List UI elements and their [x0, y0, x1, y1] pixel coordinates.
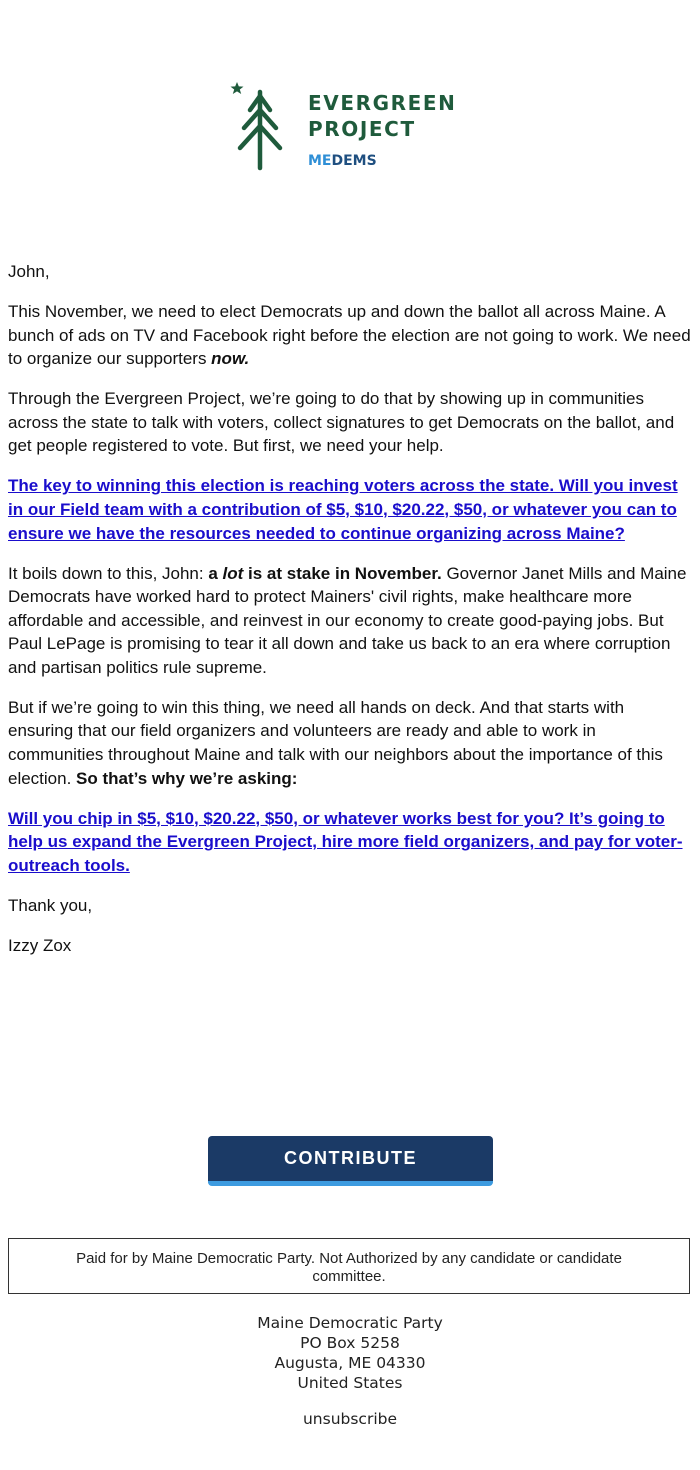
medems-sublogo: MEDEMS: [308, 153, 377, 169]
address-line: Maine Democratic Party: [257, 1314, 443, 1332]
paragraph-organize: This November, we need to elect Democrats up and down the ballot all across Maine. A bunch of ads on TV and Facebook right before the election are not going to work. We need to organize our supporters now.: [8, 301, 691, 369]
contribute-button-wrapper: [208, 1136, 493, 1186]
signature: Izzy Zox: [8, 935, 72, 955]
paid-for-disclaimer: Paid for by Maine Democratic Party. Not Authorized by any candidate or candidate committee.: [8, 1238, 690, 1294]
mailing-address: [0, 1313, 700, 1393]
pine-tree-icon: [228, 80, 292, 172]
closing: Thank you,: [8, 895, 93, 915]
address-line: Augusta, ME 04330: [274, 1354, 426, 1372]
address-line: PO Box 5258: [300, 1334, 400, 1352]
unsubscribe-wrapper: [0, 1409, 700, 1429]
evergreen-project-logo: [228, 80, 488, 180]
donation-link-1[interactable]: The key to winning this election is reaching voters across the state. Will you invest in our Field team with a contribution of $5, $10, $20.22, $50, or whatever you can to ensure we have the resources needed to continue organizing across Maine?: [8, 476, 678, 543]
donation-link-2-wrapper: [8, 807, 692, 878]
address-line: United States: [297, 1374, 403, 1392]
email-body: [8, 260, 692, 974]
logo-wordmark-line2: PROJECT: [308, 117, 416, 141]
donation-link-1-wrapper: [8, 474, 692, 545]
unsubscribe-link[interactable]: unsubscribe: [302, 1410, 398, 1428]
donation-link-2[interactable]: Will you chip in $5, $10, $20.22, $50, or whatever works best for you? It’s going to help us expand the Evergreen Project, hire more field organizers, and pay for voter-outreach tools.: [8, 808, 683, 875]
greeting: John,: [8, 262, 50, 281]
paragraph-stakes: It boils down to this, John: a lot is at stake in November. Governor Janet Mills and Maine Democrats have worked hard to protect Mainers' civil rights, make healthcare more affordable and accessible, and reinvest in our economy to create good-paying jobs. But Paul LePage is promising to tear it all down and take us back to an era where corruption and partisan politics rule supreme.: [8, 563, 687, 677]
paragraph-evergreen: Through the Evergreen Project, we’re going to do that by showing up in communities across the state to talk with voters, collect signatures to get Democrats on the ballot, and get people registered to vote. But first, we need your help.: [8, 389, 675, 456]
paragraph-all-hands: But if we’re going to win this thing, we need all hands on deck. And that starts with ensuring that our field organizers and volunteers are ready and able to work in communities throughout Maine and talk with our neighbors about the importance of this election. So that’s why we’re asking:: [8, 697, 663, 788]
contribute-button[interactable]: CONTRIBUTE: [208, 1136, 493, 1186]
logo-wordmark-line1: EVERGREEN: [308, 91, 457, 115]
